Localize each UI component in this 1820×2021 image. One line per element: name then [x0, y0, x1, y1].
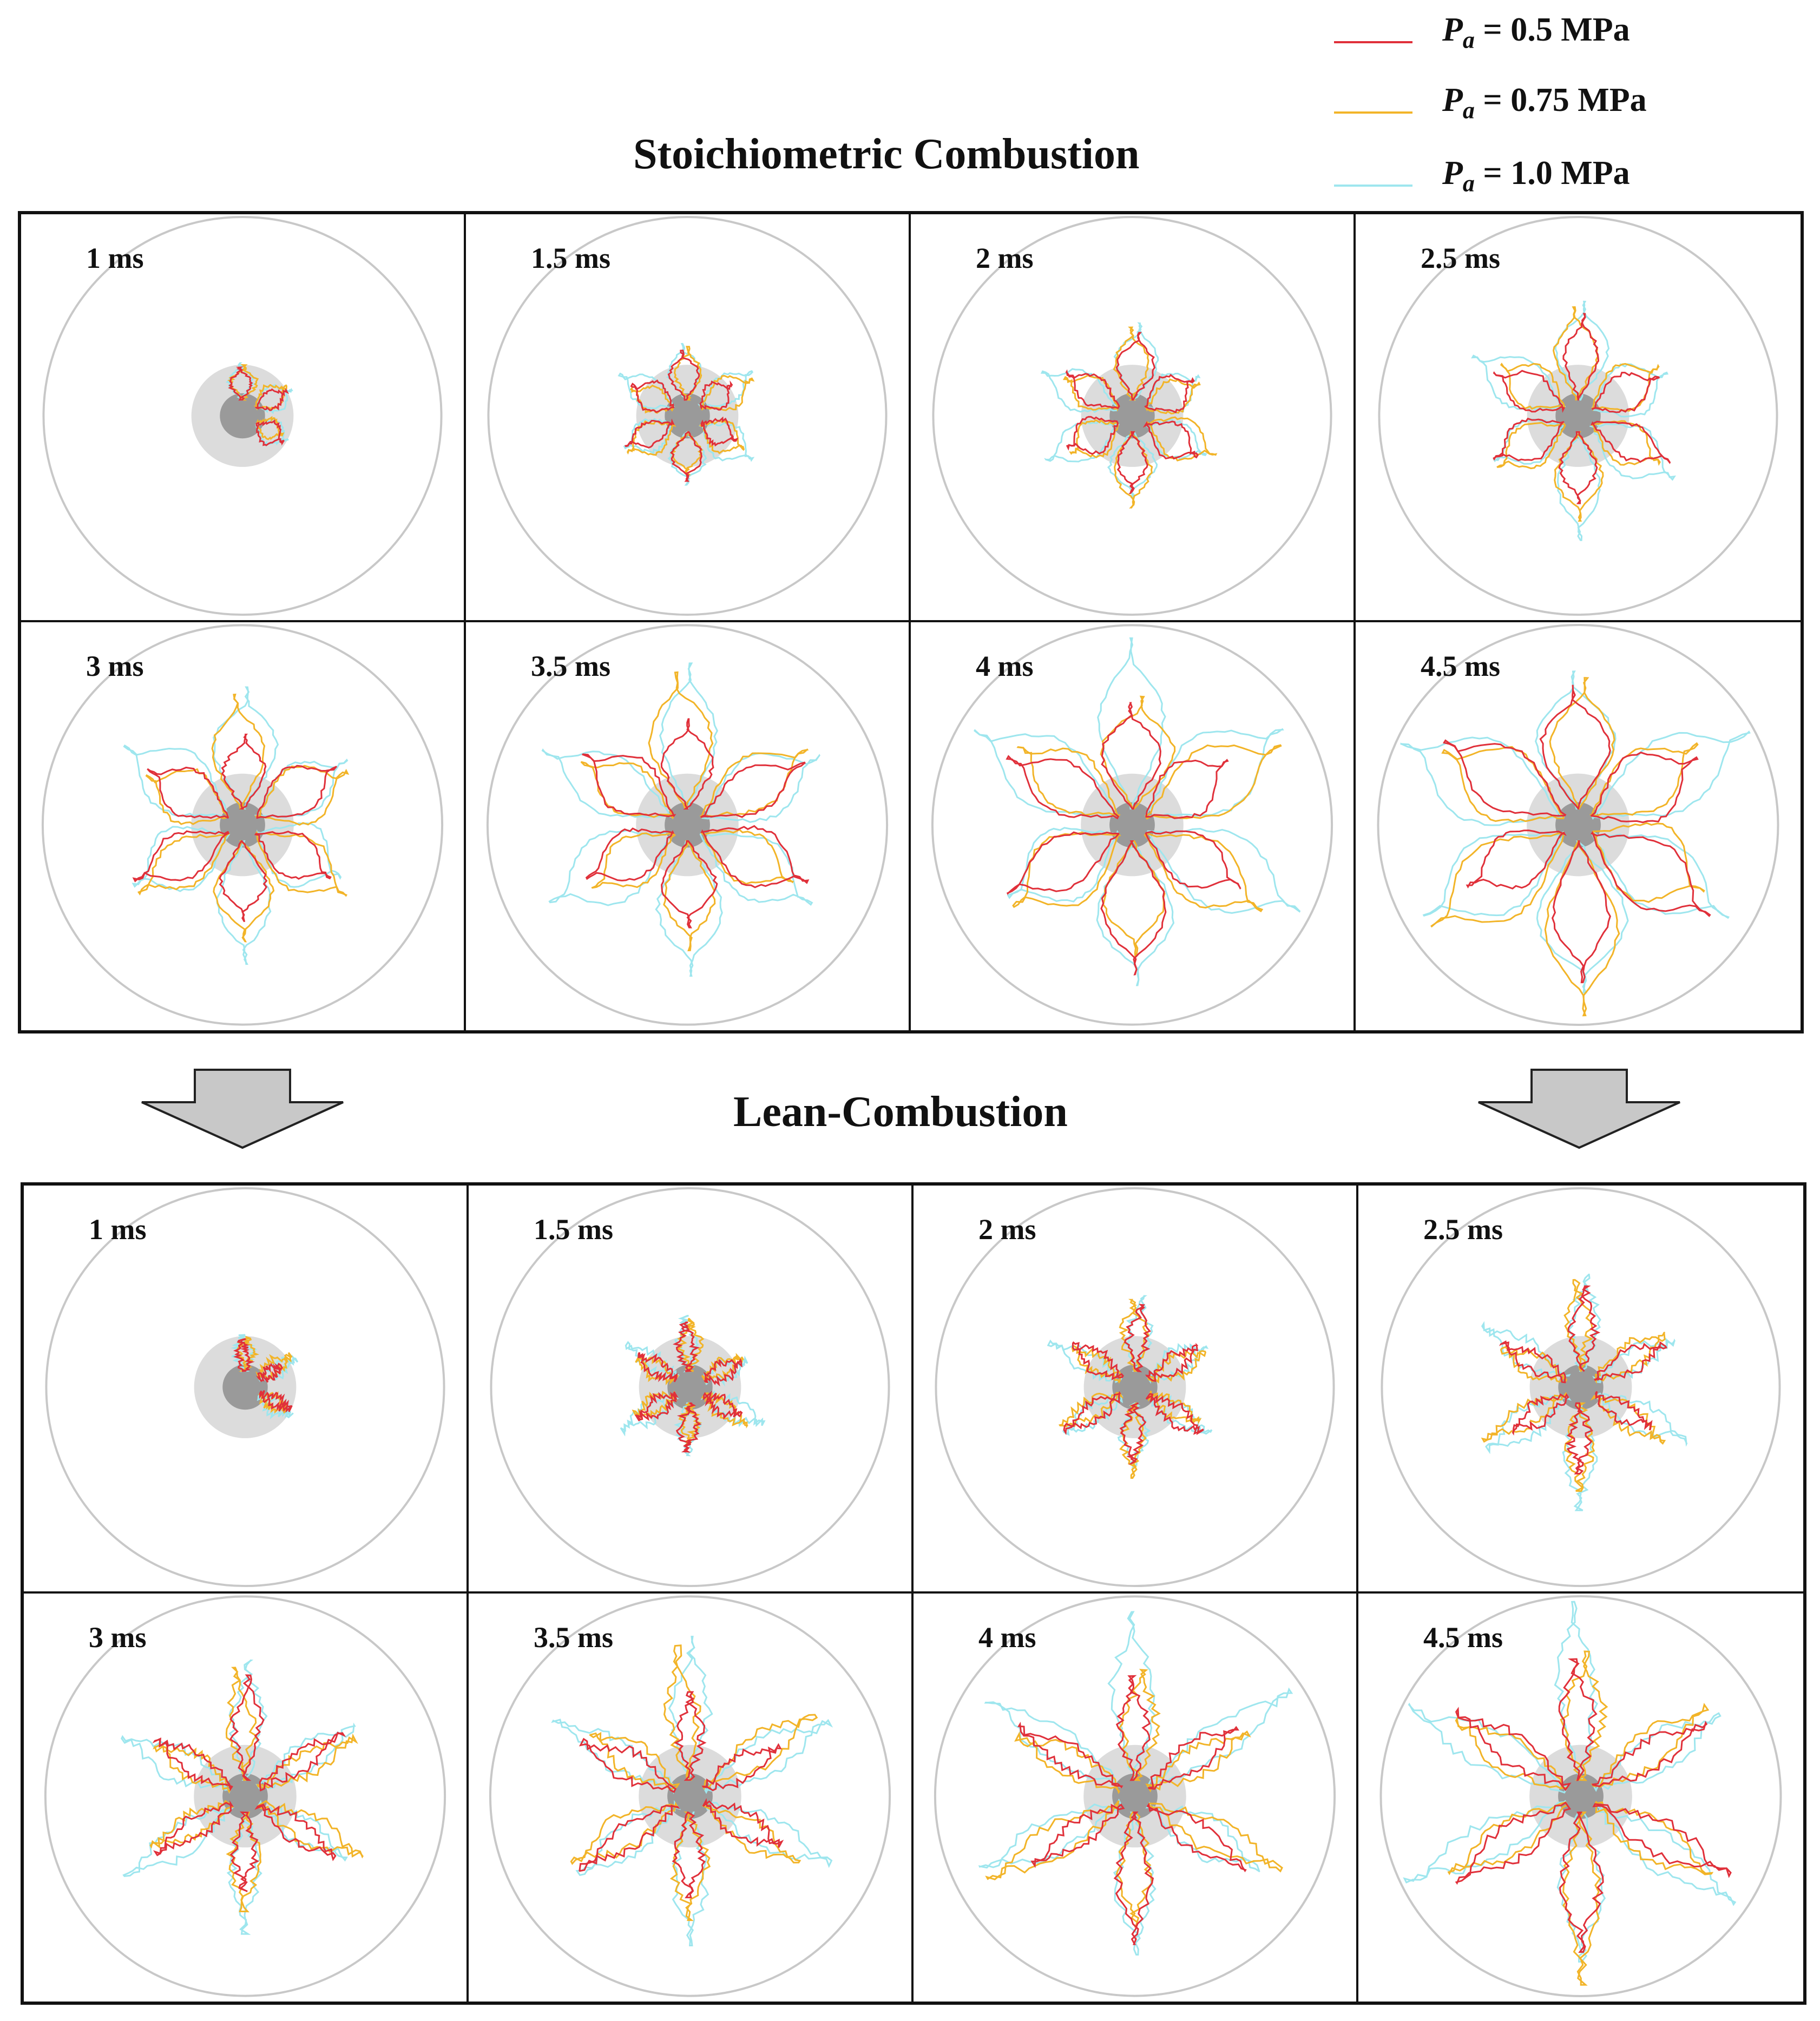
down-arrow-right-icon: [1476, 1069, 1682, 1150]
time-label: 4.5 ms: [1421, 650, 1500, 682]
flame-contour-plot: [24, 1594, 467, 2002]
legend: [1334, 11, 1810, 211]
panel-lean-4: [24, 1594, 469, 2002]
time-label: 1.5 ms: [534, 1213, 613, 1246]
panel-stoich-7: [1356, 622, 1801, 1030]
panel-stoich-6: [911, 622, 1356, 1030]
flame-contour-plot: [469, 1594, 911, 2002]
legend-label: $P_a = 0.5$ MPa: [1442, 11, 1630, 54]
legend-label: $P_a = 0.75$ MPa: [1442, 82, 1647, 124]
time-label: 4 ms: [976, 650, 1034, 682]
panel-stoich-4: [21, 622, 466, 1030]
time-label: 3.5 ms: [534, 1621, 613, 1654]
down-arrow-left-icon: [140, 1069, 345, 1150]
panel-stoich-2: [911, 214, 1356, 622]
stoichiometric-title: Stoichiometric Combustion: [633, 130, 1140, 178]
panel-lean-5: [469, 1594, 914, 2002]
legend-swatch: [1334, 41, 1412, 43]
panel-stoich-5: [466, 622, 911, 1030]
time-label: 2 ms: [978, 1213, 1036, 1246]
time-label: 2.5 ms: [1421, 242, 1500, 274]
time-label: 3.5 ms: [531, 650, 610, 682]
panel-lean-6: [914, 1594, 1358, 2002]
legend-item-1-0mpa: [1334, 154, 1810, 214]
time-label: 4.5 ms: [1423, 1621, 1503, 1654]
stoichiometric-panel-grid: [18, 211, 1804, 1033]
time-label: 2.5 ms: [1423, 1213, 1503, 1246]
panel-lean-1: [469, 1186, 914, 1594]
flame-contour-plot: [469, 1186, 911, 1591]
time-label: 1 ms: [89, 1213, 147, 1246]
panel-stoich-3: [1356, 214, 1801, 622]
flame-contour-plot: [911, 622, 1353, 1030]
flame-contour-plot: [914, 1186, 1356, 1591]
flame-contour-series-0: [1456, 1659, 1731, 1952]
time-label: 4 ms: [978, 1621, 1036, 1654]
time-label: 3 ms: [86, 650, 144, 682]
legend-item-0-5mpa: [1334, 11, 1810, 70]
flame-contour-plot: [914, 1594, 1356, 2002]
flame-contour-plot: [1358, 1594, 1803, 2002]
flame-contour-plot: [911, 214, 1353, 620]
lean-combustion-title: Lean-Combustion: [733, 1088, 1068, 1136]
panel-lean-7: [1358, 1594, 1803, 2002]
time-label: 1.5 ms: [531, 242, 610, 274]
flame-contour-plot: [21, 214, 464, 620]
time-label: 2 ms: [976, 242, 1034, 274]
panel-stoich-1: [466, 214, 911, 622]
flame-contour-plot: [1358, 1186, 1803, 1591]
flame-contour-plot: [24, 1186, 467, 1591]
lean-panel-grid: [21, 1182, 1806, 2005]
legend-item-0-75mpa: [1334, 81, 1810, 141]
panel-lean-3: [1358, 1186, 1803, 1594]
legend-swatch: [1334, 185, 1412, 187]
panel-lean-0: [24, 1186, 469, 1594]
time-label: 3 ms: [89, 1621, 147, 1654]
panel-lean-2: [914, 1186, 1358, 1594]
legend-label: $P_a = 1.0$ MPa: [1442, 155, 1630, 197]
flame-contour-plot: [466, 214, 909, 620]
legend-swatch: [1334, 111, 1412, 114]
panel-stoich-0: [21, 214, 466, 622]
flame-contour-plot: [1356, 214, 1801, 620]
time-label: 1 ms: [86, 242, 144, 274]
flame-contour-plot: [466, 622, 909, 1030]
flame-contour-plot: [1356, 622, 1801, 1030]
flame-contour-plot: [21, 622, 464, 1030]
